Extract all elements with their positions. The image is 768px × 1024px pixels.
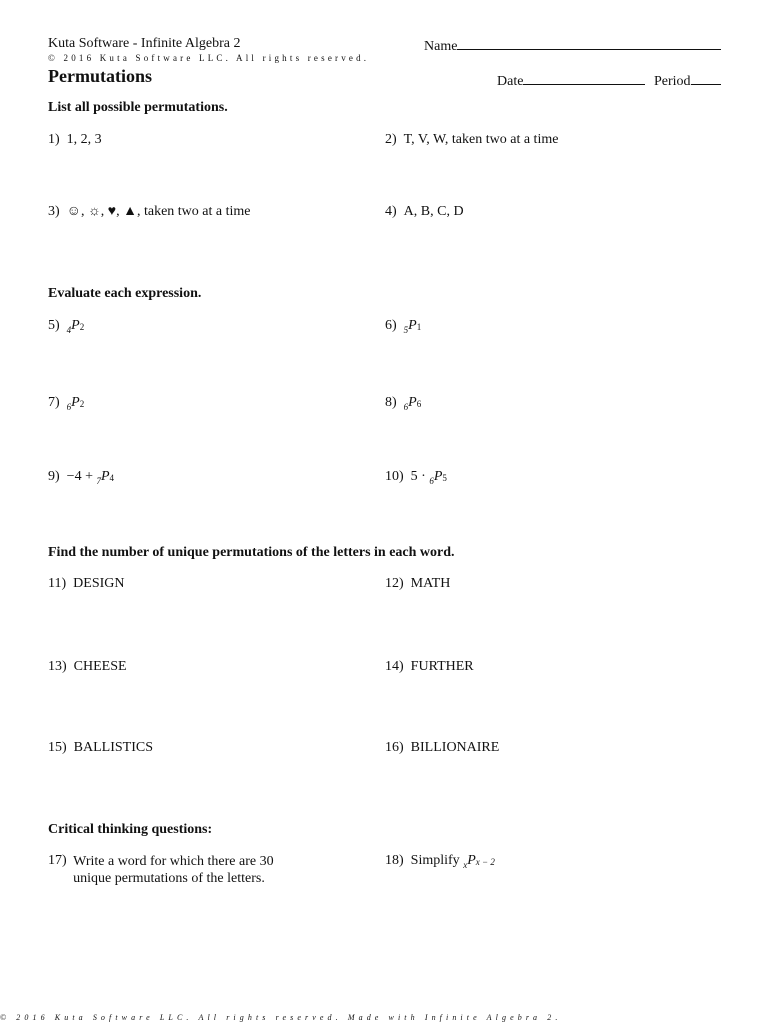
perm-n: 5 <box>403 325 409 335</box>
problem-text: T, V, W, taken two at a time <box>403 132 559 147</box>
problem-text: A, B, C, D <box>403 204 464 219</box>
problem-4 <box>385 204 464 220</box>
problem-number: 7) <box>48 395 60 410</box>
problem-12 <box>385 576 450 592</box>
problem-text: FURTHER <box>410 659 474 674</box>
problem-number: 2) <box>385 132 397 147</box>
problem-1 <box>48 132 102 148</box>
problem-2 <box>385 132 558 148</box>
problem-16 <box>385 740 499 756</box>
perm-symbol: P <box>433 469 443 484</box>
problem-number: 13) <box>48 659 67 674</box>
perm-n: x <box>463 860 468 870</box>
software-title: Kuta Software - Infinite Algebra 2 <box>48 36 241 51</box>
period-line <box>691 71 721 85</box>
problem-text: Write a word for which there are 30 unique permutations of the letters. <box>73 854 274 886</box>
period-label: Period <box>654 74 691 89</box>
problem-text: MATH <box>410 576 451 591</box>
date-line <box>523 71 645 85</box>
problem-number: 17) <box>48 853 67 868</box>
section-unique-heading: Find the number of unique permutations of the letters in each word. <box>48 545 455 560</box>
problem-number: 6) <box>385 318 397 333</box>
problem-number: 10) <box>385 469 404 484</box>
perm-n: 7 <box>96 476 101 486</box>
problem-17 <box>48 853 318 887</box>
perm-n: 6 <box>429 476 434 486</box>
problem-text: 1, 2, 3 <box>66 132 102 147</box>
problem-5 <box>48 318 84 334</box>
footer-copyright: © 2016 Kuta Software LLC. All rights reserved. Made with Infinite Algebra 2. <box>0 1013 562 1022</box>
problem-number: 3) <box>48 204 60 219</box>
copyright-notice: © 2016 Kuta Software LLC. All rights reserved. <box>48 53 370 63</box>
worksheet-title: Permutations <box>48 66 152 86</box>
expr-lead: 5 · <box>410 469 430 484</box>
section-critical-heading: Critical thinking questions: <box>48 822 213 837</box>
name-line <box>457 36 721 50</box>
date-field <box>497 71 645 90</box>
problem-7 <box>48 395 84 411</box>
perm-symbol: P <box>467 853 476 868</box>
section-evaluate-heading: Evaluate each expression. <box>48 286 202 301</box>
problem-number: 5) <box>48 318 60 333</box>
perm-symbol: P <box>408 318 417 333</box>
perm-symbol: P <box>100 469 110 484</box>
problem-18 <box>385 853 495 869</box>
problem-text: DESIGN <box>73 576 125 591</box>
problem-number: 15) <box>48 740 67 755</box>
problem-9 <box>48 469 114 485</box>
perm-r: x − 2 <box>475 857 495 867</box>
problem-number: 1) <box>48 132 60 147</box>
perm-r: 4 <box>109 473 115 483</box>
period-field <box>654 71 721 90</box>
section-list-heading: List all possible permutations. <box>48 100 228 115</box>
problem-11 <box>48 576 125 592</box>
problem-text: CHEESE <box>73 659 127 674</box>
perm-n: 4 <box>66 325 72 335</box>
problem-text: BILLIONAIRE <box>410 740 500 755</box>
perm-r: 2 <box>79 322 85 332</box>
problem-14 <box>385 659 474 675</box>
problem-8 <box>385 395 421 411</box>
problem-10 <box>385 469 447 485</box>
name-field <box>424 36 721 55</box>
problem-number: 12) <box>385 576 404 591</box>
perm-symbol: P <box>408 395 417 410</box>
perm-r: 6 <box>416 399 422 409</box>
perm-n: 6 <box>403 402 409 412</box>
perm-n: 6 <box>66 402 72 412</box>
problem-number: 11) <box>48 576 67 591</box>
problem-number: 16) <box>385 740 404 755</box>
problem-number: 4) <box>385 204 397 219</box>
problem-number: 18) <box>385 853 404 868</box>
perm-symbol: P <box>71 395 80 410</box>
expr-lead: −4 + <box>66 469 97 484</box>
perm-r: 2 <box>79 399 85 409</box>
problem-text: ☺, ☼, ♥, ▲, taken two at a time <box>66 204 251 219</box>
expr-lead: Simplify <box>410 853 464 868</box>
problem-number: 9) <box>48 469 60 484</box>
date-label: Date <box>497 74 524 89</box>
problem-text: BALLISTICS <box>73 740 154 755</box>
name-label: Name <box>424 39 458 54</box>
problem-number: 14) <box>385 659 404 674</box>
problem-6 <box>385 318 421 334</box>
problem-number: 8) <box>385 395 397 410</box>
problem-13 <box>48 659 127 675</box>
perm-r: 1 <box>416 322 422 332</box>
perm-symbol: P <box>71 318 80 333</box>
problem-3 <box>48 204 250 220</box>
perm-r: 5 <box>442 473 447 483</box>
problem-15 <box>48 740 153 756</box>
